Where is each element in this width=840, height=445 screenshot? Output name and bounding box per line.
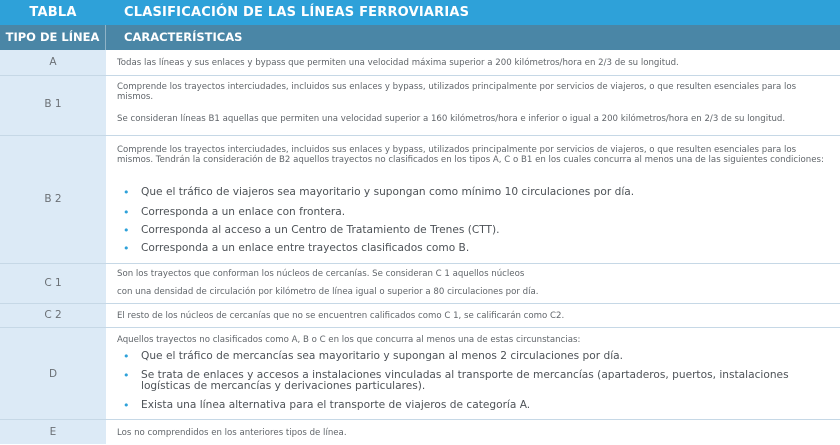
- line-type-code: C 2: [44, 309, 62, 321]
- column-header-characteristics: CARACTERÍSTICAS: [124, 30, 243, 44]
- row-paragraph-1: Comprende los trayectos interciudades, incluidos sus enlaces y bypass, utilizados principalmente por servicios de viajeros, o que resulten esenciales para los mismos.: [117, 82, 797, 102]
- table-row-c2: [0, 303, 840, 328]
- table-row-c1: [0, 263, 840, 304]
- row-text: El resto de los núcleos de cercanías que no se encuentren calificados como C 1, se calificarán como C2.: [117, 311, 565, 321]
- row-paragraph-1: Aquellos trayectos no clasificados como A, B o C en los que concurra al menos una de estas circunstancias:: [117, 335, 581, 345]
- bullet-icon: •: [123, 224, 130, 237]
- line-type-code: D: [48, 368, 58, 380]
- line-type-code: B 1: [44, 98, 62, 110]
- line-type-code: B 2: [44, 193, 62, 205]
- row-paragraph-2: Se consideran líneas B1 aquellas que permiten una velocidad superior a 160 kilómetros/hora e inferior o igual a 200 kilómetros/hora en 2/3 de su longitud.: [117, 114, 786, 124]
- bullet-icon: •: [123, 369, 130, 382]
- bullet-icon: •: [123, 186, 130, 199]
- table-row-b2: [0, 135, 840, 264]
- list-item: Corresponda al acceso a un Centro de Tratamiento de Trenes (CTT).: [141, 224, 500, 236]
- bullet-icon: •: [123, 242, 130, 255]
- row-text: Todas las líneas y sus enlaces y bypass que permiten una velocidad máxima superior a 200 kilómetros/hora en 2/3 de su longitud.: [117, 58, 679, 68]
- list-item: Corresponda a un enlace entre trayectos clasificados como B.: [141, 242, 470, 254]
- bullet-icon: •: [123, 399, 130, 412]
- row-paragraph-1: Son los trayectos que conforman los núcleos de cercanías. Se consideran C 1 aquellos núcleos: [117, 269, 525, 279]
- row-paragraph-1: Comprende los trayectos interciudades, incluidos sus enlaces y bypass, utilizados principalmente por servicios de viajeros, o que resulten esenciales para los mismos. Tendrán la consideración de B2 aquellos trayectos no clasificados en los tipos A, C o B1 en los cuales concurra al menos una de las siguientes condiciones:: [117, 145, 824, 165]
- table-row-d: [0, 327, 840, 420]
- line-type-code: C 1: [44, 277, 62, 289]
- list-item: Exista una línea alternativa para el transporte de viajeros de categoría A.: [141, 399, 531, 411]
- column-header-line-type: TIPO DE LÍNEA: [0, 25, 106, 50]
- bullet-icon: •: [123, 206, 130, 219]
- line-type-code: A: [49, 56, 57, 68]
- list-item: Que el tráfico de viajeros sea mayoritario y supongan como mínimo 10 circulaciones por día.: [141, 186, 635, 198]
- table-row-b1: [0, 75, 840, 136]
- table-row-a: [0, 50, 840, 75]
- column-header-bar: [0, 25, 840, 50]
- row-text: Los no comprendidos en los anteriores tipos de línea.: [117, 428, 347, 438]
- line-type-code: E: [49, 426, 57, 438]
- table-title-bar: [0, 0, 840, 25]
- tabla-label: TABLA: [29, 5, 77, 20]
- list-item: Que el tráfico de mercancías sea mayoritario y supongan al menos 2 circulaciones por día.: [141, 350, 624, 362]
- row-paragraph-2: con una densidad de circulación por kilómetro de línea igual o superior a 80 circulaciones por día.: [117, 287, 539, 297]
- list-item: Corresponda a un enlace con frontera.: [141, 206, 346, 218]
- table-row-e: [0, 419, 840, 445]
- bullet-icon: •: [123, 350, 130, 363]
- list-item: Se trata de enlaces y accesos a instalaciones vinculadas al transporte de mercancías (apartaderos, puertos, instalaciones logísticas de mercancías y derivaciones particulares).: [141, 369, 789, 392]
- table-title: CLASIFICACIÓN DE LAS LÍNEAS FERROVIARIAS: [124, 5, 470, 20]
